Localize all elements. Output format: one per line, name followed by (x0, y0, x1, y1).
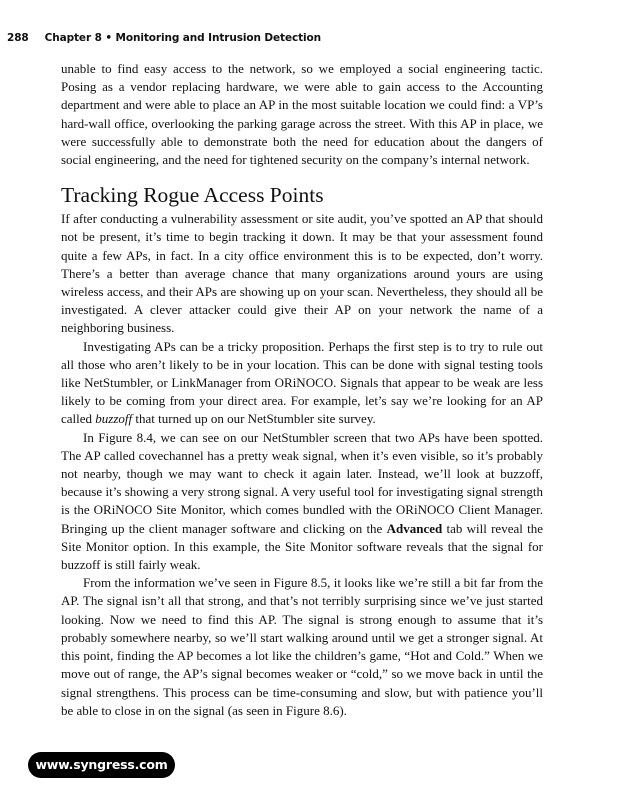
paragraph-3-text-a: In Figure 8.4, we can see on our NetStumbler screen that two APs have been spotted. The AP called covechannel has a pretty weak signal, when it’s even visible, so it’s probably not nearby, though we may want to check it again later. Instead, we’ll look at buzzoff, because it’s showing a very strong signal. A very useful tool for investigating signal strength is the ORiNOCO Site Monitor, which comes bundled with the ORiNOCO Client Manager. Bringing up the client manager software and clicking on the (61, 429, 543, 536)
paragraph-4: From the information we’ve seen in Figure 8.5, it looks like we’re still a bit far from the AP. The signal isn’t all that strong, and that’s not terribly surprising since we’ve just started looking. Now we need to find this AP. The signal is strong enough to assume that it’s probably somewhere nearby, so we’ll start walking around until we get a stronger signal. At this point, finding the AP becomes a lot like the children’s game, “Hot and Cold.” When we move out of range, the AP’s signal becomes weaker or “cold,” so we move back in until the signal strengthens. This process can be time-consuming and slow, but with patience you’ll be able to close in on the signal (as seen in Figure 8.6). (61, 575, 543, 718)
advanced-tab-term: Advanced (386, 520, 443, 536)
paragraph-2 (61, 338, 543, 429)
page-number: 288 (7, 32, 29, 44)
paragraph-3-text-b: tab will reveal the Site Monitor option. In this example, the Site Monitor software reveals that the signal for buzzoff is still fairly weak. (61, 520, 543, 573)
page-body (61, 60, 543, 720)
paragraph-2-text-b: that turned up on our NetStumbler site survey. (132, 411, 376, 427)
paragraph-3 (61, 429, 543, 575)
running-head (7, 32, 321, 44)
paragraph-1: If after conducting a vulnerability assessment or site audit, you’ve spotted an AP that should not be present, it’s time to begin tracking it down. It may be that your assessment found quite a few APs, in fact. In a city office environment this is to be expected, don’t worry. There’s a better than average chance that many organizations around yours are using wireless access, and their APs are showing up on your scan. Nevertheless, they should all be investigated. A clever attacker could give their AP on your network the name of a neighboring business. (61, 211, 543, 336)
ap-name-buzzoff: buzzoff (95, 411, 133, 427)
section-heading: Tracking Rogue Access Points (61, 183, 324, 208)
paragraph-2-text-a: Investigating APs can be a tricky proposition. Perhaps the first step is to try to rule out all those who aren’t likely to be in your location. This can be done with signal testing tools like NetStumbler, or LinkManager from ORiNOCO. Signals that appear to be weak are less likely to be coming from your direct area. For example, let’s say we’re looking for an AP called (61, 338, 543, 427)
chapter-title: Chapter 8 • Monitoring and Intrusion Detection (44, 32, 321, 44)
publisher-url-badge: www.syngress.com (28, 752, 175, 778)
paragraph-intro: unable to find easy access to the network, so we employed a social engineering tactic. Posing as a vendor replacing hardware, we were able to gain access to the Accounting department and were able to place an AP in the most suitable location we could find: a VP’s hard-wall office, overlooking the parking garage across the street. With this AP in place, we were successfully able to demonstrate both the need for education about the dangers of social engineering, and the need for tightened security on the company’s internal network. (61, 61, 543, 168)
